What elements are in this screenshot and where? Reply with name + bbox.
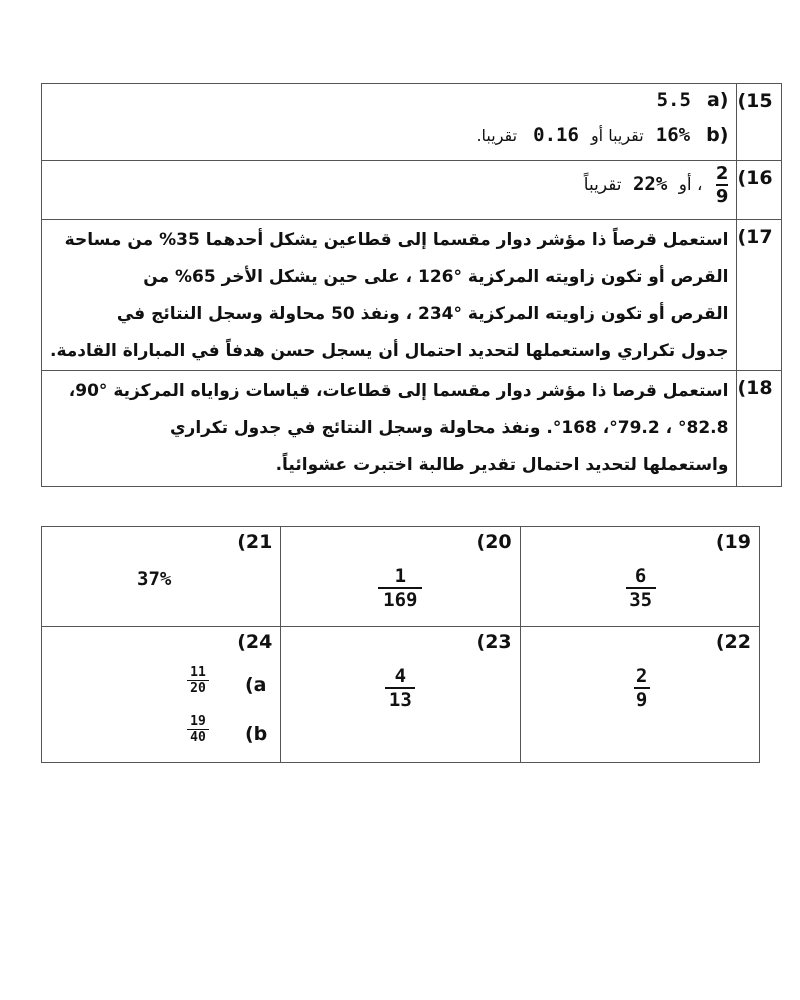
answer-21-value: 37%: [137, 568, 172, 590]
answers-table-2: [41, 526, 760, 763]
fraction-2-9: $\frac{2}{9}$: [715, 163, 729, 207]
row-16: [42, 161, 782, 220]
answer-24-b-label: (b: [245, 723, 268, 745]
answer-24-a-label: (a: [245, 674, 267, 696]
fraction-19-40: 19 40: [187, 714, 209, 745]
answer-18: استعمل قرصا ذا مؤشر دوار مقسما إلى قطاعات، قياسات زواياه المركزية °90، °82.8 ، °79.2، °168. ونفذ محاولة وسجل النتائج في جدول تكراري واستعملها لتحديد احتمال تقدير طالبة اختبرت عشوائياً.: [42, 371, 737, 487]
fraction-1-169: 1 169: [378, 565, 422, 611]
fraction-4-13: 4 13: [385, 665, 415, 711]
question-number-18: (18: [737, 371, 781, 487]
answer-17: استعمل قرصاً ذا مؤشر دوار مقسما إلى قطاعين يشكل أحدهما 35% من مساحة القرص أو تكون زاويته المركزية °126 ، على حين يشكل الأخر 65% من القرص أو تكون زاويته المركزية °234 ، ونفذ 50 محاولة وسجل النتائج في جدول تكراري واستعملها لتحديد احتمال أن يسجل حسن هدفاً في المباراة القادمة.: [42, 220, 737, 371]
answer-15-a: 5.5 a): [656, 89, 729, 111]
row-22-24: [42, 627, 760, 763]
answer-16: $\frac{2}{9}$ ، أو 22% تقريباً: [42, 161, 737, 220]
fraction-2-9-b: 2 9: [634, 665, 650, 711]
row-18: [42, 371, 782, 487]
row-19-21: [42, 527, 760, 627]
cell-23: (23 4 13: [281, 627, 520, 763]
cell-24: (24 11 20 (a 19 40 (b: [42, 627, 281, 763]
cell-22: (22 2 9: [520, 627, 759, 763]
cell-20: (20 1 169: [281, 527, 520, 627]
row-15: [42, 84, 782, 161]
fraction-6-35: 6 35: [626, 565, 656, 611]
fraction-11-20: 11 20: [187, 665, 209, 696]
question-number-15: (15: [737, 84, 781, 161]
row-17: [42, 220, 782, 371]
cell-19: (19 6 35: [520, 527, 759, 627]
answer-15-b: b) 16% تقريبا أو 0.16 تقريبا.: [476, 124, 729, 146]
cell-21: (21 37%: [42, 527, 281, 627]
question-number-17: (17: [737, 220, 781, 371]
answer-15: [42, 84, 737, 161]
answers-table-1: [41, 83, 782, 487]
question-number-16: (16: [737, 161, 781, 220]
